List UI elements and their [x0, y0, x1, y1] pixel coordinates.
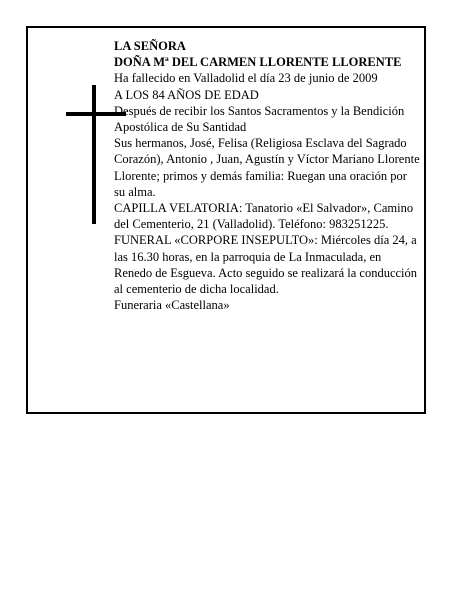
chapel-paragraph: CAPILLA VELATORIA: Tanatorio «El Salvador», Camino del Cementerio, 21 (Valladolid). Teléfono: 983251225. — [114, 201, 414, 232]
notice-text-block — [114, 38, 420, 313]
funeral-home: Funeraria «Castellana» — [114, 298, 230, 313]
cross-icon-vertical-bar — [92, 85, 96, 224]
notice-title-line: LA SEÑORA — [114, 39, 186, 53]
deceased-name: DOÑA Mª DEL CARMEN LLORENTE LLORENTE — [114, 55, 402, 70]
death-info: Ha fallecido en Valladolid el día 23 de junio de 2009 — [114, 71, 378, 86]
age-line: A LOS 84 AÑOS DE EDAD — [114, 87, 259, 102]
funeral-paragraph: FUNERAL «CORPORE INSEPULTO»: Miércoles día 24, a las 16.30 horas, en la parroquia de La Inmaculada, en Renedo de Esgueva. Acto seguido se realizará la conducción al cementerio de dicha localidad. — [114, 233, 418, 297]
family-paragraph: Sus hermanos, José, Felisa (Religiosa Esclava del Sagrado Corazón), Antonio , Juan, Agustín y Víctor Mariano Llorente Llorente; primos y demás familia: Ruegan una oración por su alma. — [114, 136, 420, 199]
sacraments-line: Después de recibir los Santos Sacramentos y la Bendición Apostólica de Su Santidad — [114, 103, 405, 135]
